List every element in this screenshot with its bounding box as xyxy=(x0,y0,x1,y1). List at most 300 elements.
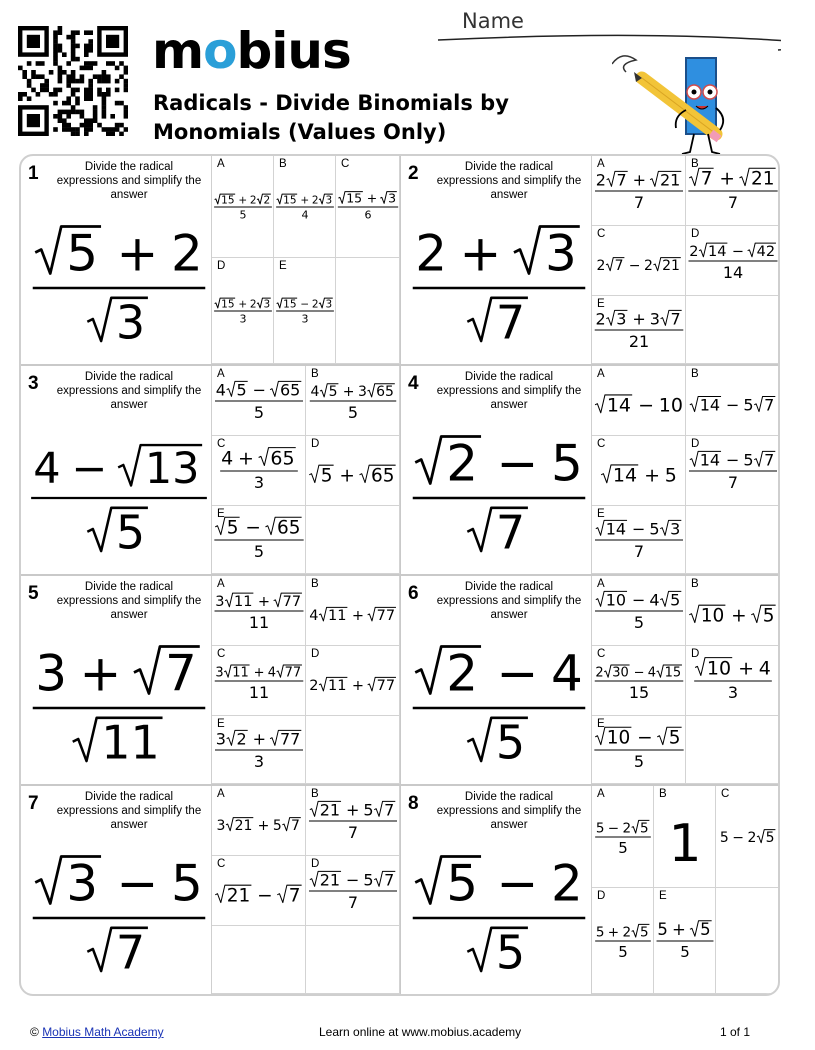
logo-text: mobius xyxy=(152,22,351,80)
operator: − xyxy=(252,380,267,400)
radicand: 2 xyxy=(263,194,271,207)
coefficient: 2 xyxy=(622,820,632,837)
problem-instruction: Divide the radical expressions and simplify the answer xyxy=(436,581,582,621)
fraction xyxy=(310,384,396,422)
operator: + xyxy=(238,194,248,207)
problem-1 xyxy=(21,156,401,366)
radicand: 7 xyxy=(115,925,146,980)
operator: − xyxy=(245,517,261,539)
choice-c[interactable] xyxy=(336,156,400,258)
answer-choices xyxy=(211,366,399,574)
coefficient: 2 xyxy=(309,678,319,695)
choice-letter: A xyxy=(217,368,225,380)
choice-math xyxy=(212,786,306,856)
problem-number: 5 xyxy=(28,583,39,604)
choice-math xyxy=(212,506,306,574)
operator: + xyxy=(257,817,270,834)
fraction xyxy=(413,435,586,560)
operator: − xyxy=(732,829,744,846)
term: 7 xyxy=(347,822,359,842)
choice-e[interactable] xyxy=(592,716,686,784)
fraction xyxy=(594,727,683,771)
fraction xyxy=(720,830,776,846)
title-line-2: Monomials (Values Only) xyxy=(153,120,447,144)
choice-letter: B xyxy=(311,578,319,590)
radicand: 5 xyxy=(328,384,338,401)
choice-c[interactable] xyxy=(716,786,780,888)
radicand: 5 xyxy=(640,924,649,941)
choice-c[interactable] xyxy=(592,226,686,296)
term: 1 xyxy=(668,814,702,875)
operator: + xyxy=(671,920,686,940)
problem-number: 2 xyxy=(408,163,419,184)
fraction xyxy=(220,447,298,491)
empty-choice-cell xyxy=(306,926,400,994)
fraction xyxy=(215,665,304,702)
title-line-1: Radicals - Divide Binomials by xyxy=(153,91,509,115)
operator: − xyxy=(731,243,745,260)
choice-math xyxy=(306,786,400,856)
fraction xyxy=(595,309,684,350)
choice-math xyxy=(274,258,336,364)
choice-letter: A xyxy=(217,158,225,170)
choice-math xyxy=(592,786,654,888)
choice-math xyxy=(306,366,400,436)
choice-d[interactable] xyxy=(686,436,780,506)
operator: + xyxy=(252,729,267,749)
fraction xyxy=(33,855,206,980)
radicand: 15 xyxy=(283,298,297,311)
choice-b[interactable] xyxy=(274,156,336,258)
empty-choice-cell xyxy=(686,296,780,364)
fraction xyxy=(309,800,397,841)
answer-choices xyxy=(211,786,399,994)
term: 5 xyxy=(253,402,265,422)
choice-letter: E xyxy=(659,890,667,902)
empty-choice-cell xyxy=(336,258,400,364)
choice-e[interactable] xyxy=(654,888,716,994)
operator: + xyxy=(632,170,647,190)
problem-expression xyxy=(27,422,211,570)
choice-b[interactable] xyxy=(686,156,780,226)
radicand: 11 xyxy=(328,608,347,625)
fraction xyxy=(309,607,396,624)
term: 4 xyxy=(33,443,61,494)
radicand: 3 xyxy=(325,298,333,311)
radicand: 5 xyxy=(226,517,239,539)
radicand: 21 xyxy=(319,870,341,890)
radicand: 7 xyxy=(700,168,713,190)
page-indicator: 1 of 1 xyxy=(720,1025,751,1039)
choice-math xyxy=(274,156,336,258)
radicand: 3 xyxy=(263,298,271,311)
operator: − xyxy=(638,394,654,417)
fraction xyxy=(214,194,272,221)
radicand: 7 xyxy=(614,257,624,274)
radicand: 11 xyxy=(232,665,249,681)
choice-math xyxy=(212,576,306,646)
choice-math xyxy=(592,436,686,506)
operator: + xyxy=(237,447,254,470)
choice-letter: B xyxy=(691,368,699,380)
radicand: 65 xyxy=(279,380,301,400)
radicand: 11 xyxy=(328,678,347,695)
choice-letter: B xyxy=(311,368,319,380)
radicand: 65 xyxy=(276,517,301,539)
problem-expression xyxy=(407,422,591,570)
operator: + xyxy=(339,465,355,487)
operator: + xyxy=(351,608,365,625)
choice-math xyxy=(592,646,686,716)
term: 7 xyxy=(727,472,739,492)
choice-math xyxy=(212,366,306,436)
choice-letter: C xyxy=(217,648,226,660)
choice-d[interactable] xyxy=(212,258,274,364)
coefficient: 2 xyxy=(311,194,319,207)
fraction xyxy=(215,380,303,421)
operator: + xyxy=(351,678,365,695)
radicand: 11 xyxy=(234,593,253,610)
radicand: 7 xyxy=(384,800,395,820)
operator: − xyxy=(116,854,159,913)
term: 5 xyxy=(657,920,668,940)
choice-c[interactable] xyxy=(592,436,686,506)
choice-letter: A xyxy=(217,788,225,800)
choice-a[interactable] xyxy=(212,576,306,646)
choice-letter: A xyxy=(217,578,225,590)
problem-2 xyxy=(401,156,780,366)
choice-e[interactable] xyxy=(592,296,686,364)
name-label: Name xyxy=(462,9,524,33)
radicand: 77 xyxy=(376,678,396,695)
radicand: 5 xyxy=(762,605,775,627)
operator: + xyxy=(253,665,265,681)
choice-letter: E xyxy=(597,298,605,310)
choice-letter: C xyxy=(597,648,606,660)
radicand: 3 xyxy=(544,224,577,283)
choice-b[interactable] xyxy=(686,576,780,646)
choice-math xyxy=(686,366,780,436)
fraction xyxy=(595,519,683,560)
choice-math xyxy=(592,296,686,364)
operator: + xyxy=(257,593,271,610)
operator: − xyxy=(726,450,740,470)
radicand: 5 xyxy=(700,920,711,940)
operator: − xyxy=(496,644,539,703)
choice-math xyxy=(212,258,274,364)
choice-letter: C xyxy=(597,438,606,450)
choice-letter: D xyxy=(597,890,606,902)
term: 5 xyxy=(550,434,583,493)
fraction xyxy=(413,645,586,770)
answer-choices xyxy=(211,156,399,364)
radicand: 5 xyxy=(320,465,333,487)
choice-d[interactable] xyxy=(306,436,400,506)
choice-a[interactable] xyxy=(212,156,274,258)
problem-expression xyxy=(407,212,591,360)
choice-c[interactable] xyxy=(212,646,306,716)
coefficient: 2 xyxy=(689,243,699,260)
problem-instruction: Divide the radical expressions and simplify the answer xyxy=(56,371,202,411)
term: 3 xyxy=(35,644,68,703)
radicand: 65 xyxy=(376,384,394,401)
term: 4 xyxy=(221,447,234,470)
radicand: 5 xyxy=(446,854,479,913)
fraction xyxy=(690,396,776,415)
choice-b[interactable] xyxy=(686,366,780,436)
operator: + xyxy=(607,924,620,941)
radicand: 42 xyxy=(756,243,776,260)
choice-b[interactable] xyxy=(306,366,400,436)
fraction xyxy=(595,395,683,417)
choice-math xyxy=(306,576,400,646)
choice-letter: E xyxy=(279,260,287,272)
operator: + xyxy=(644,464,661,487)
choice-e[interactable] xyxy=(212,506,306,574)
choice-b[interactable] xyxy=(306,786,400,856)
empty-choice-cell xyxy=(686,716,780,784)
choice-a[interactable] xyxy=(592,366,686,436)
term: 15 xyxy=(628,682,650,702)
choice-letter: B xyxy=(691,158,699,170)
term: 5 xyxy=(347,402,359,422)
fraction xyxy=(216,818,300,834)
term: 7 xyxy=(727,192,739,212)
term: 4 xyxy=(301,208,309,222)
radicand: 5 xyxy=(765,829,775,846)
choice-math xyxy=(592,226,686,296)
problem-number: 4 xyxy=(408,373,419,394)
fraction xyxy=(595,924,651,960)
problem-instruction: Divide the radical expressions and simplify the answer xyxy=(56,791,202,831)
term: 3 xyxy=(239,312,247,326)
fraction xyxy=(413,225,586,350)
problem-number: 7 xyxy=(28,793,39,814)
operator: − xyxy=(632,590,646,610)
choice-d[interactable] xyxy=(306,856,400,926)
mascot-illustration xyxy=(612,50,742,160)
answer-choices xyxy=(591,366,779,574)
answer-choices xyxy=(591,156,779,364)
answer-choices xyxy=(591,786,779,994)
radicand: 77 xyxy=(279,729,301,749)
term: 4 xyxy=(550,644,583,703)
radicand: 77 xyxy=(282,593,302,610)
choice-d[interactable] xyxy=(686,226,780,296)
problem-instruction: Divide the radical expressions and simplify the answer xyxy=(436,161,582,201)
radicand: 65 xyxy=(370,465,395,487)
coefficient: 3 xyxy=(216,817,226,834)
fraction xyxy=(668,814,701,874)
operator: − xyxy=(633,665,645,681)
problem-instruction: Divide the radical expressions and simplify the answer xyxy=(56,161,202,201)
radicand: 5 xyxy=(115,505,146,560)
coefficient: 4 xyxy=(649,590,660,610)
choice-math xyxy=(686,436,780,506)
copyright-symbol: © xyxy=(30,1025,39,1039)
operator: + xyxy=(346,800,360,820)
term: 5 xyxy=(664,464,677,487)
term: 10 xyxy=(658,394,683,417)
footer-copyright xyxy=(30,1025,164,1039)
coefficient: 4 xyxy=(647,665,657,681)
problem-number: 8 xyxy=(408,793,419,814)
radicand: 14 xyxy=(708,243,727,260)
fraction xyxy=(689,605,775,626)
fraction xyxy=(338,191,398,222)
radicand: 7 xyxy=(616,170,627,190)
radicand: 14 xyxy=(605,519,627,539)
fraction xyxy=(215,729,303,770)
choice-d[interactable] xyxy=(306,646,400,716)
choice-math xyxy=(686,576,780,646)
radicand: 10 xyxy=(706,657,732,680)
choice-math xyxy=(592,156,686,226)
coefficient: 2 xyxy=(249,194,257,207)
choice-letter: B xyxy=(691,578,699,590)
choice-c[interactable] xyxy=(212,436,306,506)
choice-math xyxy=(592,576,686,646)
coefficient: 3 xyxy=(357,384,367,401)
choice-d[interactable] xyxy=(686,646,780,716)
choice-b[interactable] xyxy=(306,576,400,646)
radicand: 77 xyxy=(376,608,396,625)
choice-a[interactable] xyxy=(592,156,686,226)
problem-number: 6 xyxy=(408,583,419,604)
choice-math xyxy=(212,716,306,784)
radicand: 30 xyxy=(612,665,629,681)
operator: + xyxy=(731,605,747,627)
operator: − xyxy=(496,434,539,493)
term: 5 xyxy=(680,942,690,961)
choice-math xyxy=(686,156,780,226)
term: 3 xyxy=(253,751,265,771)
choice-letter: C xyxy=(217,438,226,450)
term: 5 xyxy=(719,829,729,846)
radicand: 15 xyxy=(346,190,363,206)
choice-letter: A xyxy=(597,788,605,800)
choice-c[interactable] xyxy=(592,646,686,716)
radicand: 7 xyxy=(164,644,197,703)
mobius-academy-link[interactable]: Mobius Math Academy xyxy=(42,1025,164,1039)
radicand: 3 xyxy=(616,309,627,329)
term: 2 xyxy=(415,224,448,283)
qr-code xyxy=(18,26,128,136)
choice-letter: D xyxy=(217,260,226,272)
choice-letter: D xyxy=(691,228,700,240)
problem-6 xyxy=(401,576,780,786)
radicand: 15 xyxy=(664,665,682,681)
operator: − xyxy=(607,820,620,837)
choice-letter: E xyxy=(217,718,225,730)
coefficient: 4 xyxy=(309,608,319,625)
choice-math xyxy=(212,156,274,258)
problem-expression xyxy=(27,842,211,990)
operator: + xyxy=(300,194,310,207)
term: 7 xyxy=(347,892,359,912)
term: 5 xyxy=(633,612,645,632)
problem-expression xyxy=(407,842,591,990)
choice-a[interactable] xyxy=(212,366,306,436)
radicand: 14 xyxy=(606,394,632,417)
problem-instruction: Divide the radical expressions and simplify the answer xyxy=(56,581,202,621)
radicand: 14 xyxy=(612,464,638,487)
radicand: 5 xyxy=(495,925,526,980)
coefficient: 4 xyxy=(267,665,277,681)
choice-a[interactable] xyxy=(592,576,686,646)
choice-letter: E xyxy=(597,718,605,730)
choice-e[interactable] xyxy=(274,258,336,364)
coefficient: 5 xyxy=(743,450,754,470)
choice-c[interactable] xyxy=(212,856,306,926)
radicand: 7 xyxy=(764,450,775,470)
choice-math xyxy=(306,856,400,926)
term: 21 xyxy=(628,331,650,351)
radicand: 5 xyxy=(66,224,99,283)
radicand: 21 xyxy=(234,817,253,834)
radicand: 2 xyxy=(236,729,247,749)
radicand: 77 xyxy=(284,665,302,681)
choice-d[interactable] xyxy=(592,888,654,994)
choice-b[interactable] xyxy=(654,786,716,888)
radicand: 7 xyxy=(384,870,395,890)
choice-e[interactable] xyxy=(212,716,306,784)
footer-learn-online: Learn online at www.mobius.academy xyxy=(319,1025,522,1039)
term: 5 xyxy=(595,924,605,941)
operator: + xyxy=(116,224,159,283)
coefficient: 2 xyxy=(595,170,606,190)
radicand: 3 xyxy=(115,295,146,350)
radicand: 21 xyxy=(319,800,341,820)
choice-a[interactable] xyxy=(592,786,654,888)
choice-math xyxy=(654,786,716,888)
radicand: 2 xyxy=(446,644,479,703)
term: 3 xyxy=(301,312,309,326)
problem-4 xyxy=(401,366,780,576)
radicand: 7 xyxy=(670,309,681,329)
problem-number: 3 xyxy=(28,373,39,394)
empty-choice-cell xyxy=(212,926,306,994)
fraction xyxy=(276,194,334,221)
term: 6 xyxy=(364,208,372,222)
choice-letter: B xyxy=(279,158,287,170)
fraction xyxy=(689,243,778,282)
term: 5 xyxy=(618,838,628,857)
choice-letter: B xyxy=(659,788,667,800)
radicand: 2 xyxy=(446,434,479,493)
choice-letter: E xyxy=(217,508,225,520)
fraction xyxy=(214,298,272,325)
term: 3 xyxy=(253,472,265,492)
choice-math xyxy=(212,646,306,716)
fraction xyxy=(657,920,714,961)
operator: + xyxy=(342,384,355,401)
fraction xyxy=(694,657,772,701)
term: 5 xyxy=(170,854,203,913)
radicand: 3 xyxy=(670,519,681,539)
radicand: 13 xyxy=(144,443,200,494)
choice-letter: A xyxy=(597,368,605,380)
coefficient: 3 xyxy=(215,729,226,749)
choice-e[interactable] xyxy=(592,506,686,574)
choice-a[interactable] xyxy=(212,786,306,856)
radicand: 15 xyxy=(283,194,297,207)
radicand: 21 xyxy=(226,885,251,907)
term: 11 xyxy=(248,612,270,632)
empty-choice-cell xyxy=(306,716,400,784)
operator: + xyxy=(366,190,378,206)
term: 11 xyxy=(248,682,270,702)
